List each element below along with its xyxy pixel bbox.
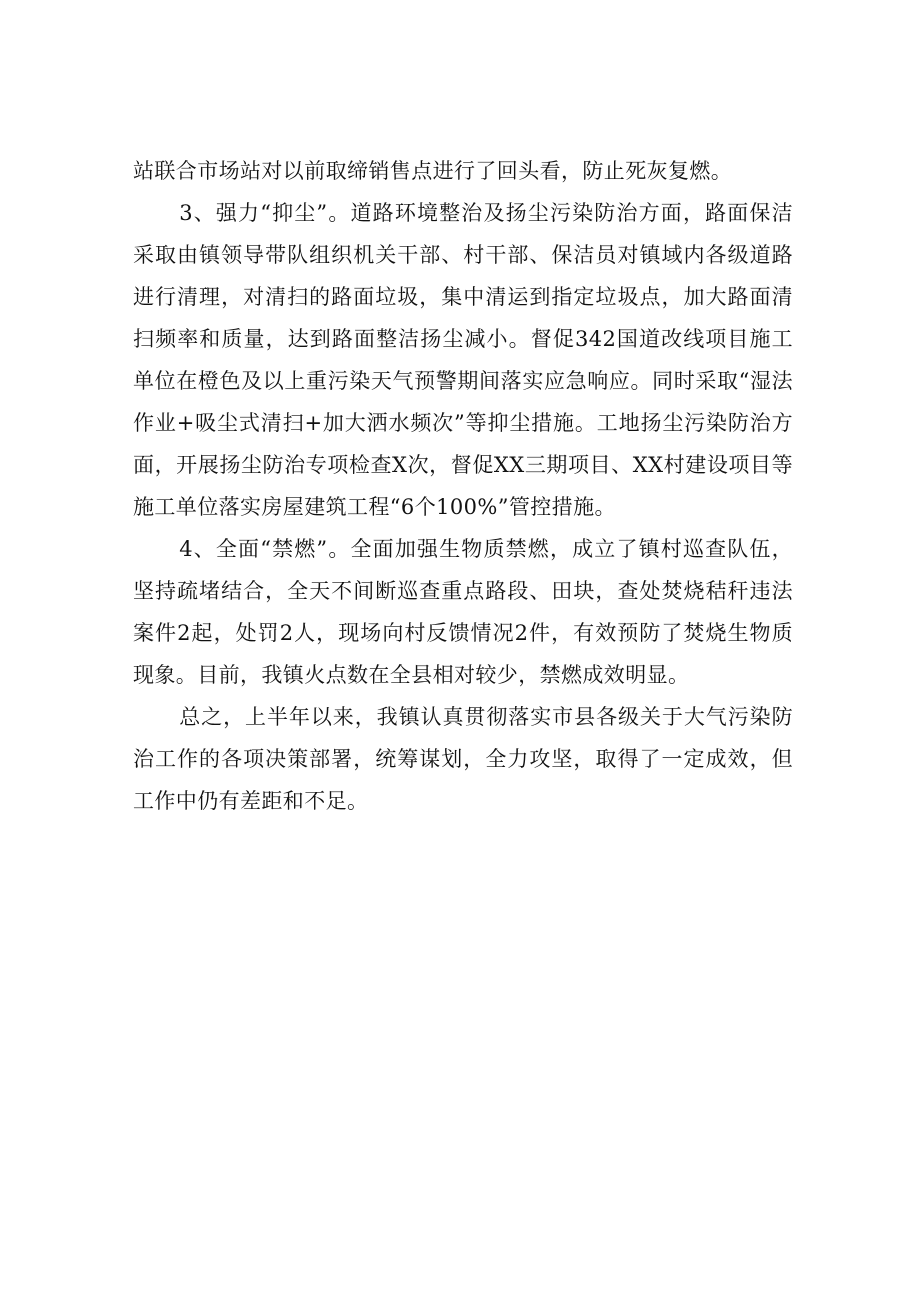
document-body: [133, 150, 793, 822]
paragraph-continuation: 站联合市场站对以前取缔销售点进行了回头看，防止死灰复燃。: [133, 159, 733, 183]
paragraph-burning-ban: 4、全面“禁燃”。全面加强生物质禁燃，成立了镇村巡查队伍，坚持疏堵结合，全天不间断巡查重点路段、田块，查处焚烧秸秆违法案件2起，处罚2人，现场向村反馈情况2件，有效预防了焚烧生物质现象。目前，我镇火点数在全县相对较少，禁燃成效明显。: [133, 537, 793, 687]
paragraph-dust-control: 3、强力“抑尘”。道路环境整治及扬尘污染防治方面，路面保洁采取由镇领导带队组织机关干部、村干部、保洁员对镇域内各级道路进行清理，对清扫的路面垃圾，集中清运到指定垃圾点，加大路面清扫频率和质量，达到路面整洁扬尘减小。督促342国道改线项目施工单位在橙色及以上重污染天气预警期间落实应急响应。同时采取“湿法作业+吸尘式清扫+加大洒水频次”等抑尘措施。工地扬尘污染防治方面，开展扬尘防治专项检查X次，督促XX三期项目、XX村建设项目等施工单位落实房屋建筑工程“6个100%”管控措施。: [133, 201, 793, 519]
paragraph-summary: 总之，上半年以来，我镇认真贯彻落实市县各级关于大气污染防治工作的各项决策部署，统筹谋划，全力攻坚，取得了一定成效，但工作中仍有差距和不足。: [133, 705, 793, 813]
